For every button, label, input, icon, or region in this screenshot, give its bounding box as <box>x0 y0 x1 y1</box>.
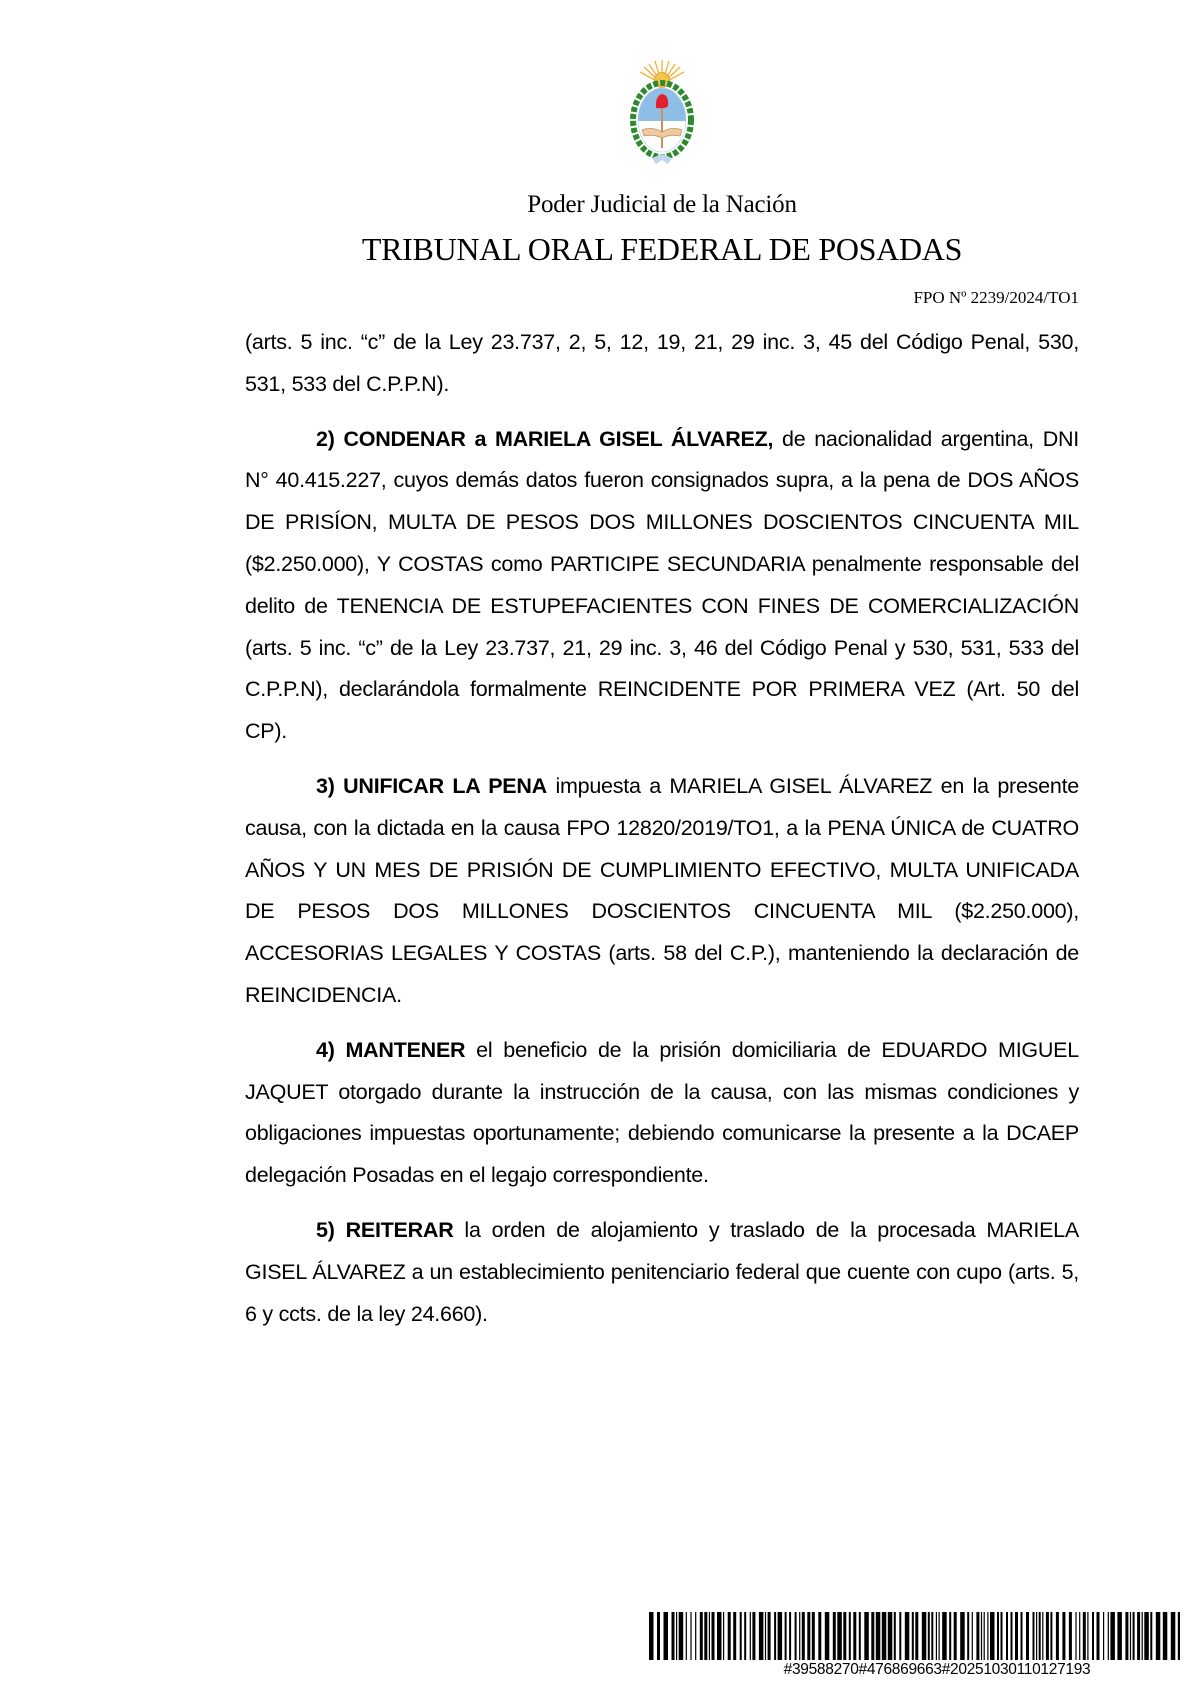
case-number: FPO Nº 2239/2024/TO1 <box>913 288 1079 307</box>
barcode-number: #39588270#476869663#20251030110127193 <box>783 1661 1091 1678</box>
item-5-paragraph <box>245 1210 1079 1335</box>
item-5-text: la orden de alojamiento y traslado de la procesada MARIELA GISEL ÁLVAREZ a un establecimiento penitenciario federal que cuente con cupo (arts. 5, 6 y ccts. de la ley 24.660). <box>245 1217 1079 1326</box>
court-name: TRIBUNAL ORAL FEDERAL DE POSADAS <box>361 231 963 267</box>
item-5-lead: REITERAR <box>345 1217 454 1242</box>
argentina-coat-of-arms-icon <box>622 58 702 174</box>
item-4-lead: MANTENER <box>345 1037 466 1062</box>
item-4-text: el beneficio de la prisión domiciliaria de EDUARDO MIGUEL JAQUET otorgado durante la instrucción de la causa, con las mismas condiciones y obligaciones impuestas oportunamente; debiendo comunicarse la presente a la DCAEP delegación Posadas en el legajo correspondiente. <box>245 1037 1079 1188</box>
institution-name: Poder Judicial de la Nación <box>527 191 797 218</box>
resolution-body <box>245 322 1079 1335</box>
item-2-paragraph <box>245 419 1079 753</box>
item-2-text: de nacionalidad argentina, DNI N° 40.415.227, cuyos demás datos fueron consignados supra, a la pena de DOS AÑOS DE PRISÍON, MULTA DE PESOS DOS MILLONES DOSCIENTOS CINCUENTA MIL ($2.250.000), Y COSTAS como PARTICIPE SECUNDARIA penalmente responsable del delito de TENENCIA DE ESTUPEFACIENTES CON FINES DE COMERCIALIZACIÓN (arts. 5 inc. “c” de la Ley 23.737, 21, 29 inc. 3, 46 del Código Penal y 530, 531, 533 del C.P.P.N), declarándola formalmente REINCIDENTE POR PRIMERA VEZ (Art. 50 del CP). <box>245 426 1079 744</box>
item-3-lead: UNIFICAR LA PENA <box>343 773 547 798</box>
barcode-icon <box>649 1612 1180 1660</box>
item-3-paragraph <box>245 766 1079 1017</box>
item-3-text: impuesta a MARIELA GISEL ÁLVAREZ en la presente causa, con la dictada en la causa FPO 12820/2019/TO1, a la PENA ÚNICA de CUATRO AÑOS Y UN MES DE PRISIÓN DE CUMPLIMIENTO EFECTIVO, MULTA UNIFICADA DE PESOS DOS MILLONES DOSCIENTOS CINCUENTA MIL ($2.250.000), ACCESORIAS LEGALES Y COSTAS (arts. 58 del C.P.), manteniendo la declaración de REINCIDENCIA. <box>245 773 1079 1007</box>
continuation-paragraph: (arts. 5 inc. “c” de la Ley 23.737, 2, 5, 12, 19, 21, 29 inc. 3, 45 del Código Penal, 530, 531, 533 del C.P.P.N). <box>245 330 1079 396</box>
item-2-number: 2) <box>316 426 335 451</box>
item-2-lead: CONDENAR a MARIELA GISEL ÁLVAREZ, <box>343 426 774 451</box>
item-3-number: 3) <box>316 773 335 798</box>
item-4-paragraph <box>245 1030 1079 1197</box>
item-5-number: 5) <box>316 1217 335 1242</box>
item-4-number: 4) <box>316 1037 335 1062</box>
